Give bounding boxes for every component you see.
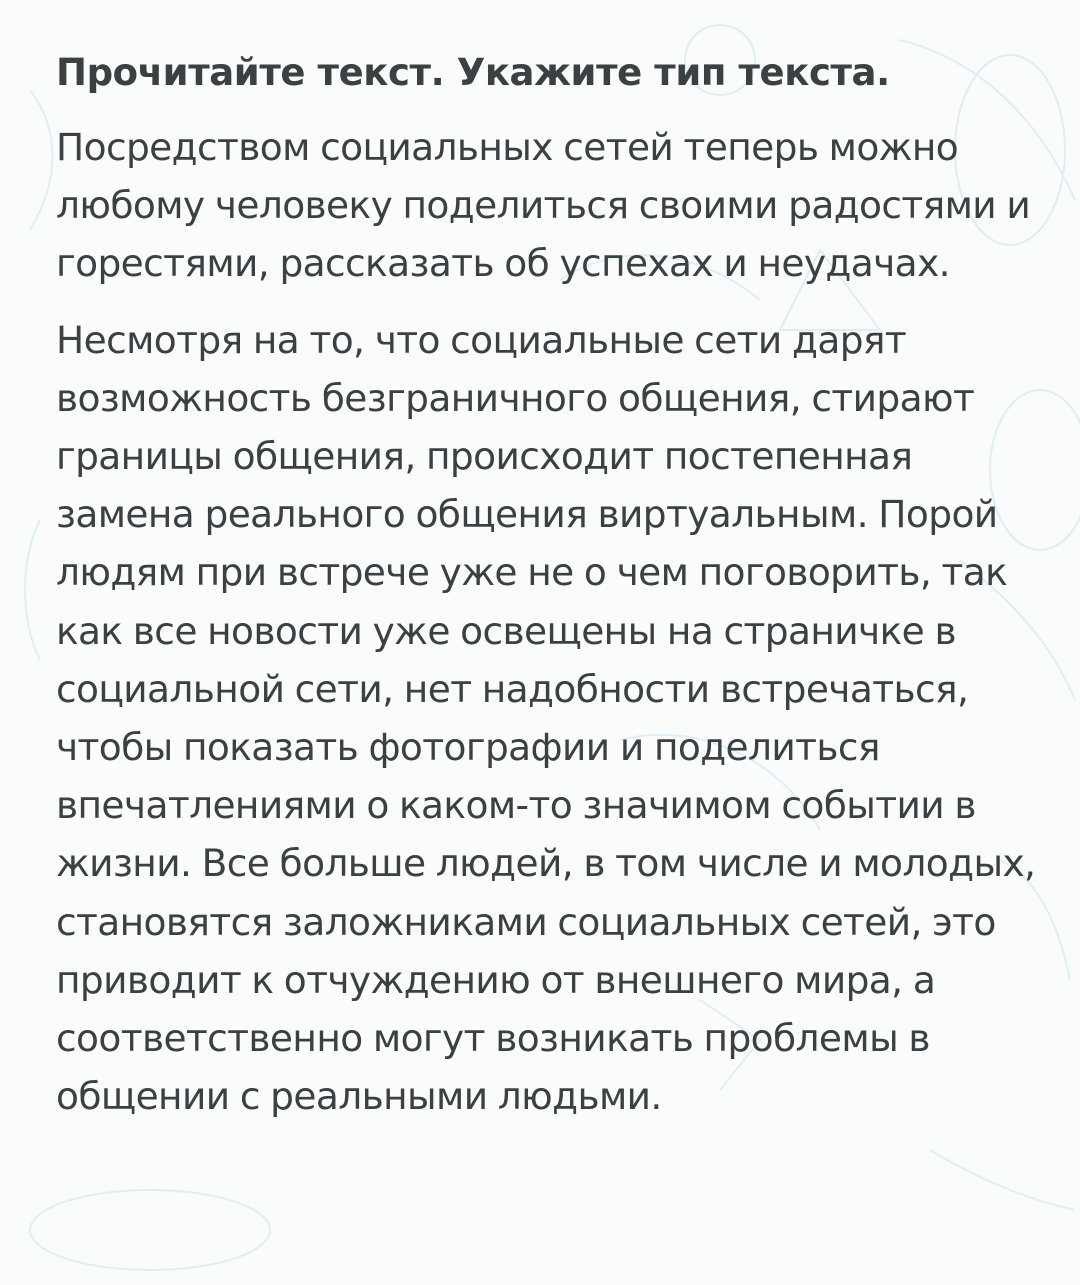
text-paragraph-1: Посредством социальных сетей теперь можно любому человеку поделиться своими радостями и горестями, рассказать об успехах и неудачах.	[56, 125, 1031, 286]
task-title: Прочитайте текст. Укажите тип текста.	[56, 51, 890, 94]
text-paragraph-2: Несмотря на то, что социальные сети дарят возможность безграничного общения, стирают границы общения, происходит постепенная замена реального общения виртуальным. Порой людям при встрече уже не о чем поговорить, так как все новости уже освещены на страничке в социальной сети, нет надобности встречаться, чтобы показать фотографии и поделиться впечатлениями о каком-то значимом событии в жизни. Все больше людей, в том числе и молодых, становятся заложниками социальных сетей, это приводит к отчуждению от внешнего мира, а соответственно могут возникать проблемы в общении с реальными людьми.	[56, 317, 1036, 1119]
